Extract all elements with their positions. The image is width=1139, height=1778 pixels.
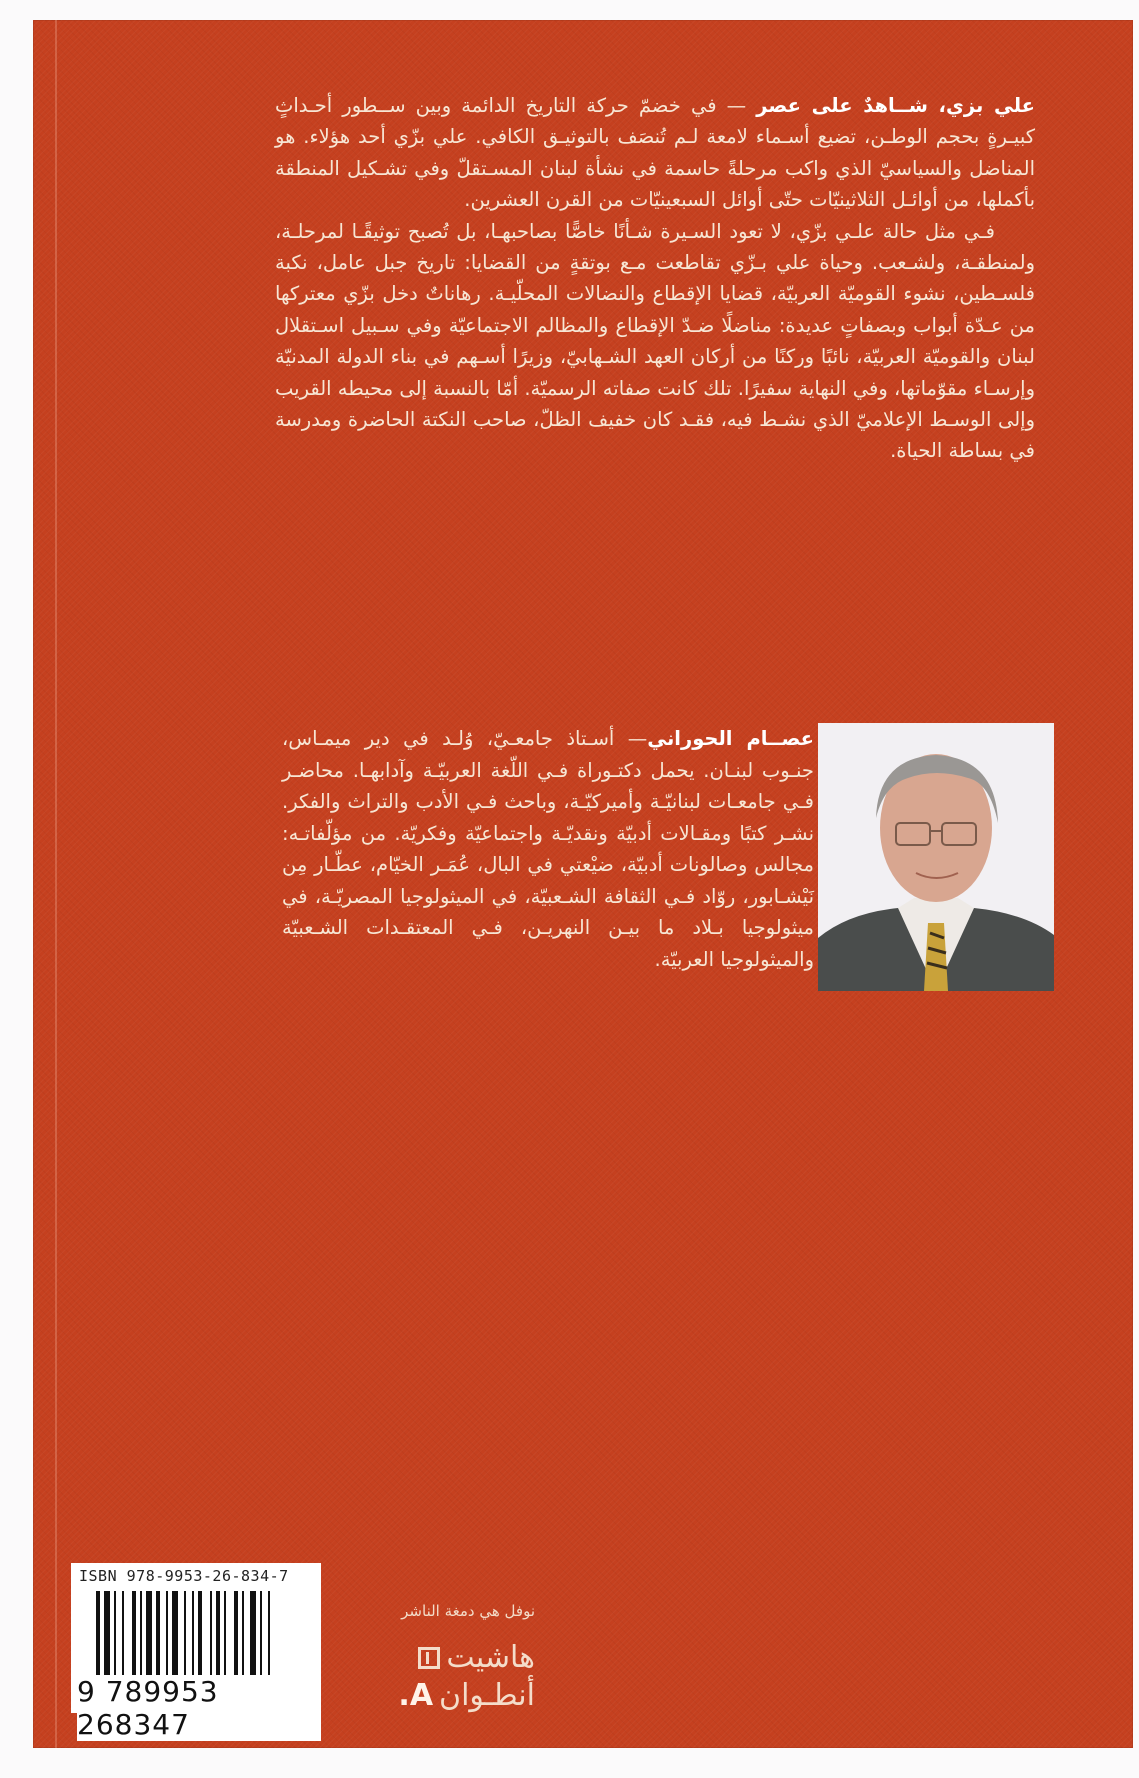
- blurb-paragraph-1-text: — في خضمّ حركة التاريخ الدائمة وبين ســطور أحـداثٍ كبيـرةٍ بحجم الوطـن، تضيع أسـماء لامعة لـم تُنصَف بالتوثيـق الكافي. علي بزّي أحد هؤلاء. هو المناضل والسياسيّ الذي واكب مرحلةً حاسمة في نشأة لبنان المسـتقلّ وفي تشـكيل المنطقة بأكملها، من أوائـل الثلاثينيّات حتّى أوائل السبعينيّات من القرن العشرين.: [275, 94, 1035, 212]
- barcode-bar: [156, 1591, 160, 1681]
- barcode-bar: [104, 1591, 110, 1681]
- author-bio-text: — أسـتاذ جامعـيّ، وُلـد في دير ميمـاس، جنـوب لبنـان. يحمل دكتـوراة فـي اللّغة العربيّـة وآدابهـا. محاضـر فـي جامعـات لبنانيّـة وأميركيّـة، وباحث فـي الأدب والتراث والفكر. نشـر كتبًا ومقـالات أدبيّة ونقديّـة واجتماعيّة وفكريّة. من مؤلّفاتـه: مجالس وصالونات أدبيّة، ضيْعتي في البال، عُمَـر الخيّام، عطّـار مِن نَيْشـابور، روّاد فـي الثقافة الشـعبيّة، في الميثولوجيا المصريّـة، في ميثولوجيا بـلاد ما بيـن النهريـن، فـي المعتقـدات الشـعبيّة والميثولوجيا العربيّة.: [282, 727, 814, 971]
- barcode-bar: [184, 1591, 186, 1681]
- barcode-bar: [140, 1591, 142, 1681]
- author-name: عصــام الحوراني: [647, 727, 814, 750]
- barcode-bar: [216, 1591, 220, 1681]
- barcode-bar: [268, 1591, 270, 1681]
- barcode-bar: [96, 1591, 100, 1681]
- barcode-bar: [224, 1591, 226, 1681]
- spine-fold-line: [55, 20, 57, 1748]
- barcode-digits: 9 789953 268347: [77, 1675, 321, 1741]
- publisher-line-1: [418, 1640, 535, 1676]
- barcode-bar: [172, 1591, 178, 1681]
- author-photo: [818, 723, 1054, 991]
- publisher-line-2: [398, 1678, 535, 1714]
- barcode-bar: [210, 1591, 212, 1681]
- publisher-name-antoine: أنطـوان: [439, 1678, 535, 1713]
- barcode-bar: [192, 1591, 194, 1681]
- isbn-label: ISBN 978-9953-26-834-7: [79, 1567, 289, 1585]
- isbn-barcode: [71, 1563, 321, 1741]
- barcode-bars: [96, 1591, 316, 1681]
- barcode-bar: [122, 1591, 124, 1681]
- barcode-bar: [250, 1591, 256, 1681]
- author-portrait-icon: [818, 723, 1054, 991]
- author-bio-paragraph: [282, 723, 814, 975]
- book-blurb: [275, 90, 1035, 467]
- barcode-bar: [114, 1591, 116, 1681]
- barcode-bar: [260, 1591, 262, 1681]
- imprint-note: نوفل هي دمغة الناشر: [401, 1602, 535, 1620]
- publisher-logo: [345, 1640, 535, 1720]
- barcode-bar: [132, 1591, 136, 1681]
- barcode-bar: [166, 1591, 168, 1681]
- blurb-paragraph-1: [275, 90, 1035, 216]
- antoine-a-icon: A.: [398, 1678, 434, 1713]
- barcode-bar: [242, 1591, 244, 1681]
- publisher-name-hachette: هاشيت: [446, 1640, 535, 1675]
- author-bio: [282, 723, 814, 975]
- hachette-h-icon: [418, 1647, 440, 1669]
- barcode-bar: [198, 1591, 202, 1681]
- barcode-bar: [234, 1591, 238, 1681]
- blurb-paragraph-2: فـي مثل حالة علـي بزّي، لا تعود السـيرة شـأنًا خاصًّا بصاحبهـا، بل تُصبح توثيقًـا لمرحلـة، ولمنطقـة، ولشـعب. وحياة علي بـزّي تقاطعت مـع بوتقةٍ من القضايا: تاريخ جبل عامل، نكبة فلسـطين، نشوء القوميّة العربيّة، قضايا الإقطاع والنضالات المحلّيـة. رهاناتٌ دخل بزّي معتركها من عـدّة أبواب وبصفاتٍ عديدة: مناضلًا ضـدّ الإقطاع والمظالم الاجتماعيّة وفي سـبيل اسـتقلال لبنان والقوميّة العربيّة، نائبًا وركنًا من أركان العهد الشـهابيّ، وزيرًا أسـهم في بناء الدولة المدنيّة وإرسـاء مقوّماتها، وفي النهاية سفيرًا. تلك كانت صفاته الرسميّة. أمّا بالنسبة إلى محيطه القريب وإلى الوسـط الإعلاميّ الذي نشـط فيه، فقـد كان خفيف الظلّ، صاحب النكتة الحاضرة ومدرسة في بساطة الحياة.: [275, 219, 1035, 463]
- blurb-lead-title: علي بزي، شــاهدٌ على عصر: [756, 94, 1035, 117]
- barcode-bar: [146, 1591, 152, 1681]
